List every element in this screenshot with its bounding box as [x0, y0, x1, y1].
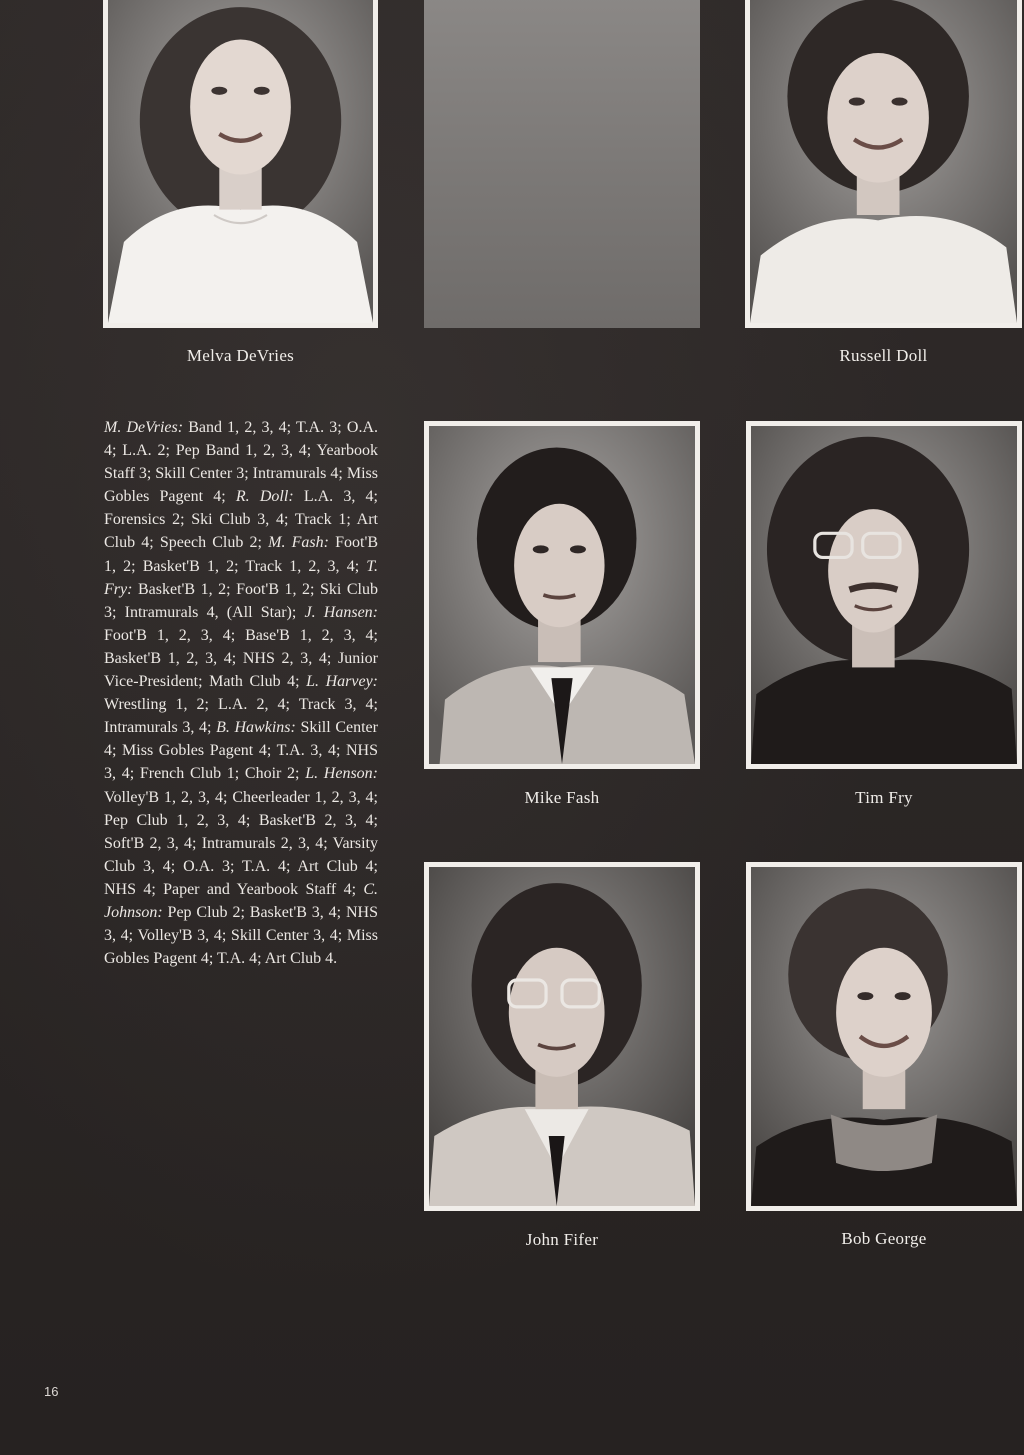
bio-entry-name: M. Fash: — [268, 534, 329, 552]
portrait-caption-melva-devries: Melva DeVries — [186, 346, 295, 365]
bio-entry-text: Band 1, 2, 3, 4; T.A. 3; O.A. 4; L.A. 2; Pep Band 1, 2, 3, 4; Yearbook Staff 3; Skill Center 3; Intramurals 4; Miss Gobles Pagent 4; — [104, 419, 378, 506]
bio-entry-text: Foot'B 1, 2; Basket'B 1, 2; Track 1, 2, 3, 4; — [104, 534, 379, 575]
bio-entry-name: L. Harvey: — [306, 673, 378, 691]
portrait-photo-john-fifer — [424, 862, 700, 1211]
bio-entry — [104, 765, 378, 897]
portrait-photo-tim-fry — [746, 421, 1022, 769]
bio-entry-name: C. Johnson: — [104, 880, 378, 921]
portrait-photo-mike-fash — [424, 421, 700, 769]
portrait-photo-melva-devries — [103, 0, 378, 328]
portrait-caption-bob-george: Bob George — [841, 1229, 927, 1248]
portrait-photo-russell-doll — [745, 0, 1022, 328]
bio-entry-text: Basket'B 1, 2; Foot'B 1, 2; Ski Club 3; Intramurals 4, (All Star); — [104, 580, 378, 621]
portrait-photo-bob-george — [746, 862, 1022, 1211]
portrait-caption-mike-fash: Mike Fash — [524, 788, 600, 807]
bio-entry-name: R. Doll: — [235, 488, 294, 506]
portrait-placeholder — [424, 0, 700, 328]
bio-entry-text: L.A. 3, 4; Forensics 2; Ski Club 3, 4; Track 1; Art Club 4; Speech Club 2; — [104, 488, 379, 552]
bio-entry-name: T. Fry: — [104, 557, 378, 598]
portrait-caption-john-fifer: John Fifer — [525, 1230, 599, 1249]
bio-entry-name: B. Hawkins: — [216, 719, 296, 737]
bio-entry-text: Foot'B 1, 2, 3, 4; Base'B 1, 2, 3, 4; Basket'B 1, 2, 3, 4; NHS 2, 3, 4; Junior Vice-President; Math Club 4; — [104, 626, 378, 691]
bio-entry-name: L. Henson: — [305, 765, 379, 783]
bio-entry-name: J. Hansen: — [304, 603, 379, 621]
portrait-caption-tim-fry: Tim Fry — [855, 788, 913, 807]
bio-entry-text: Volley'B 1, 2, 3, 4; Cheerleader 1, 2, 3, 4; Pep Club 1, 2, 3, 4; Basket'B 2, 3, 4; Soft'B 2, 3, 4; Intramurals 2, 3, 4; Varsity Club 3, 4; O.A. 3; T.A. 4; Art Club 4; NHS 4; Paper and Yearbook Staff 4; — [104, 788, 378, 898]
senior-activities-text — [104, 416, 378, 970]
bio-entry-name: M. DeVries: — [104, 419, 184, 436]
bio-entry-text: Wrestling 1, 2; L.A. 2, 4; Track 3, 4; Intramurals 3, 4; — [104, 696, 378, 737]
bio-entry-text: Pep Club 2; Basket'B 3, 4; NHS 3, 4; Volley'B 3, 4; Skill Center 3, 4; Miss Gobles Pagent 4; T.A. 4; Art Club 4. — [104, 903, 378, 968]
page-number: 16 — [44, 1384, 59, 1399]
portrait-caption-russell-doll: Russell Doll — [839, 346, 928, 365]
bio-entry-text: Skill Center 4; Miss Gobles Pagent 4; T.A. 3, 4; NHS 3, 4; French Club 1; Choir 2; — [104, 719, 378, 783]
